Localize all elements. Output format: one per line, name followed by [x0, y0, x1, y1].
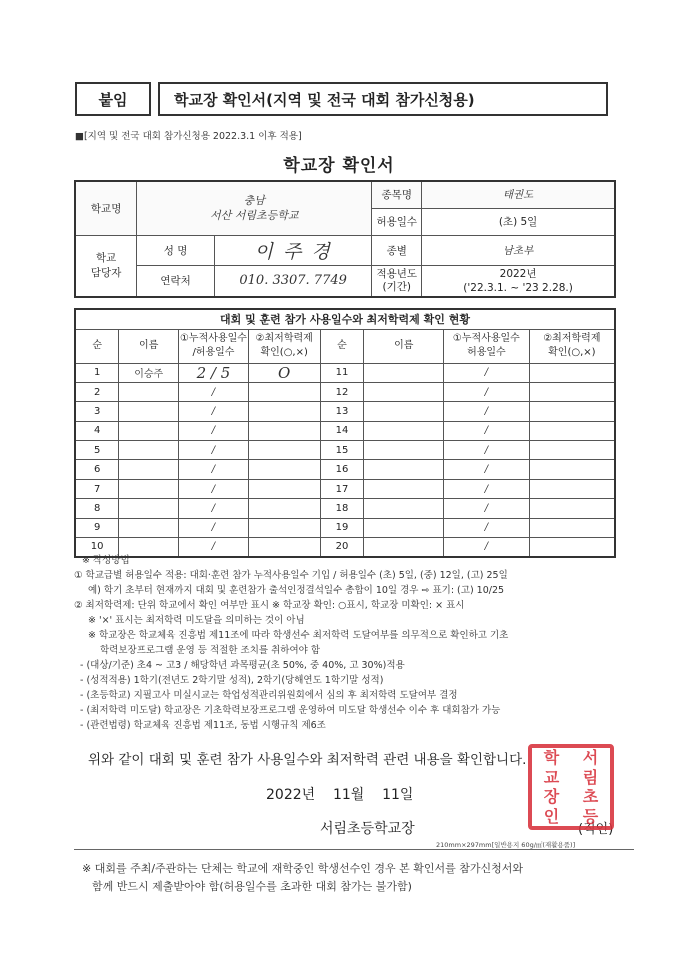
status-table	[74, 308, 616, 558]
note-9: - (관련법령) 학교체육 진흥법 제11조, 동법 시행규칙 제6조	[80, 720, 326, 731]
applies-note: ■[지역 및 전국 대회 참가신청용 2022.3.1 이후 적용]	[75, 131, 302, 142]
table-row	[75, 518, 615, 537]
school-region: 충남	[243, 194, 265, 208]
row-cell-left-name	[119, 460, 179, 479]
table-row	[75, 441, 615, 460]
year-value: 2022년	[499, 267, 537, 280]
row-cell-right-no: 20	[320, 538, 364, 557]
col-days-right	[444, 329, 530, 363]
row-cell-right-name	[364, 402, 444, 421]
row-cell-left-days: /	[179, 538, 249, 557]
row-cell-right-days: /	[444, 402, 530, 421]
note-1b: 예) 학기 초부터 현재까지 대회 및 훈련참가 출석인정결석일수 총합이 10일 경우 ⇨ 표기: (고) 10/25	[88, 585, 505, 596]
row-cell-right-days: /	[444, 382, 530, 401]
row-cell-right-no: 12	[320, 382, 364, 401]
row-cell-left-days: /	[179, 479, 249, 498]
banner-title: 학교장 확인서(지역 및 전국 대회 참가신청용)	[174, 90, 475, 109]
info-table	[74, 180, 616, 298]
paper-note: 210mm×297mm[일반용지 60g/㎡(재활용품)]	[436, 841, 576, 849]
seal-char: 장	[543, 787, 560, 806]
table-row	[75, 479, 615, 498]
staff-label-line1: 학교	[95, 251, 117, 264]
col-check-right-line1: ②최저학력제	[543, 333, 601, 344]
col-no: 순	[75, 329, 119, 363]
note-6: - (성적적용) 1학기(전년도 2학기말 성적), 2학기(당해연도 1학기말 성적)	[80, 675, 384, 686]
footer-note	[74, 860, 634, 896]
name-label: 성 명	[137, 235, 215, 265]
note-8: - (최저학력 미도달) 학교장은 기초학력보장프로그램 운영하여 미도달 학생선수 이수 후 대회참가 가능	[80, 705, 501, 716]
note-7: - (초등학교) 지필고사 미실시교는 학업성적관리위원회에서 심의 후 최저학력 도달여부 결정	[80, 690, 458, 701]
category-value: 남초부	[422, 235, 615, 265]
row-cell-left-check	[248, 479, 320, 498]
row-cell-left-no: 2	[75, 382, 119, 401]
confirm-date: 2022년 11월 11일	[266, 787, 414, 803]
footer-line1: ※ 대회를 주최/주관하는 단체는 학교에 재학중인 학생선수인 경우 본 확인서를 참가신청서와	[82, 862, 524, 875]
row-cell-left-check	[248, 499, 320, 518]
row-cell-left-days: /	[179, 460, 249, 479]
seal-char: 교	[543, 767, 560, 787]
confirm-statement: 위와 같이 대회 및 훈련 참가 사용일수와 최저학력 관련 내용을 확인합니다.	[88, 752, 527, 768]
note-1a: ① 학교급별 허용일수 적용: 대회·훈련 참가 누적사용일수 기입 / 허용일수 (초) 5일, (중) 12일, (고) 25일	[74, 570, 508, 581]
notes-section	[74, 553, 634, 733]
table-row	[75, 460, 615, 479]
row-cell-right-check	[529, 479, 615, 498]
seal-char: 인	[543, 806, 560, 826]
col-check-line1: ②최저학력제	[255, 333, 313, 344]
col-days	[179, 329, 249, 363]
row-cell-right-check	[529, 402, 615, 421]
attachment-tag-box	[75, 82, 151, 116]
row-cell-right-no: 17	[320, 479, 364, 498]
school-cell	[137, 181, 372, 235]
school-seal	[528, 744, 614, 830]
row-cell-left-days: /	[179, 421, 249, 440]
row-cell-left-name	[119, 479, 179, 498]
row-cell-right-days: /	[444, 363, 530, 382]
row-cell-left-no: 5	[75, 441, 119, 460]
row-cell-right-days: /	[444, 518, 530, 537]
row-cell-left-days: /	[179, 499, 249, 518]
table-row	[75, 402, 615, 421]
year-label	[372, 265, 422, 297]
sign-suffix: (직인)	[578, 822, 614, 837]
row-cell-right-name	[364, 382, 444, 401]
table-row	[75, 421, 615, 440]
row-cell-left-check	[248, 421, 320, 440]
row-cell-left-check	[248, 460, 320, 479]
row-cell-right-name	[364, 518, 444, 537]
row-cell-left-no: 6	[75, 460, 119, 479]
row-cell-left-name	[119, 402, 179, 421]
row-cell-right-name	[364, 499, 444, 518]
row-cell-right-days: /	[444, 499, 530, 518]
table-row	[75, 499, 615, 518]
seal-grid	[532, 748, 610, 826]
table-row	[75, 382, 615, 401]
col-check-right	[529, 329, 615, 363]
period-value: ('22.3.1. ~ '23 2.28.)	[463, 281, 573, 294]
row-cell-right-no: 16	[320, 460, 364, 479]
row-cell-right-days: /	[444, 479, 530, 498]
row-cell-right-name	[364, 460, 444, 479]
col-check-right-line2: 확인(○,×)	[548, 347, 596, 358]
table-row	[75, 363, 615, 382]
row-cell-right-days: /	[444, 460, 530, 479]
year-cell	[422, 265, 615, 297]
attachment-tag: 붙임	[98, 90, 128, 109]
row-cell-right-name	[364, 363, 444, 382]
row-cell-right-check	[529, 363, 615, 382]
row-cell-left-name: 이승주	[119, 363, 179, 382]
allowed-value: (초) 5일	[422, 208, 615, 235]
row-cell-left-no: 9	[75, 518, 119, 537]
row-cell-left-name	[119, 382, 179, 401]
row-cell-right-days: /	[444, 421, 530, 440]
row-cell-left-no: 10	[75, 538, 119, 557]
rule-line	[74, 849, 634, 850]
year-label-line2: (기간)	[382, 280, 411, 293]
row-cell-left-no: 4	[75, 421, 119, 440]
row-cell-right-check	[529, 499, 615, 518]
row-cell-left-name	[119, 421, 179, 440]
row-cell-right-name	[364, 441, 444, 460]
row-cell-left-name	[119, 441, 179, 460]
col-days-line1: ①누적사용일수	[179, 333, 247, 344]
col-days-right-line2: 허용일수	[467, 347, 506, 358]
seal-char: 초	[582, 787, 599, 806]
row-cell-right-no: 15	[320, 441, 364, 460]
row-cell-left-no: 8	[75, 499, 119, 518]
row-cell-left-days: 2 / 5	[179, 363, 249, 382]
staff-label-line2: 담당자	[90, 266, 122, 279]
note-4b: 학력보장프로그램 운영 등 적절한 조치를 취하여야 함	[100, 645, 321, 656]
row-cell-left-days: /	[179, 518, 249, 537]
col-days-line2: /허용일수	[192, 347, 235, 358]
row-cell-left-check: O	[248, 363, 320, 382]
row-cell-right-check	[529, 518, 615, 537]
seal-char: 서	[582, 748, 599, 767]
row-cell-left-check	[248, 518, 320, 537]
col-name-right: 이름	[364, 329, 444, 363]
row-cell-right-check	[529, 421, 615, 440]
note-2: ② 최저학력제: 단위 학교에서 확인 여부만 표시 ※ 학교장 확인: ○표시, 학교장 미확인: × 표시	[74, 600, 465, 611]
col-days-right-line1: ①누적사용일수	[452, 333, 520, 344]
allowed-label: 허용일수	[372, 208, 422, 235]
row-cell-left-check	[248, 382, 320, 401]
banner-title-box	[158, 82, 608, 116]
contact-label: 연락처	[137, 265, 215, 297]
row-cell-left-no: 1	[75, 363, 119, 382]
notes-heading: ※ 작성방법	[82, 555, 130, 566]
row-cell-right-no: 13	[320, 402, 364, 421]
row-cell-right-name	[364, 479, 444, 498]
signer: 서림초등학교장	[320, 821, 415, 837]
col-check	[248, 329, 320, 363]
row-cell-right-check	[529, 441, 615, 460]
row-cell-right-no: 18	[320, 499, 364, 518]
sport-label: 종목명	[372, 181, 422, 208]
row-cell-left-days: /	[179, 402, 249, 421]
row-cell-left-name	[119, 518, 179, 537]
row-cell-right-name	[364, 421, 444, 440]
row-cell-right-days: /	[444, 538, 530, 557]
row-cell-right-check	[529, 460, 615, 479]
category-label: 종별	[372, 235, 422, 265]
seal-char: 림	[582, 767, 599, 787]
row-cell-left-check	[248, 441, 320, 460]
row-cell-right-no: 14	[320, 421, 364, 440]
seal-char: 학	[543, 748, 560, 767]
status-title: 대회 및 훈련 참가 사용일수와 최저학력제 확인 현황	[75, 309, 615, 329]
note-3: ※ '×' 표시는 최저학력 미도달을 의미하는 것이 아님	[88, 615, 305, 626]
staff-label	[75, 235, 137, 297]
row-cell-left-no: 7	[75, 479, 119, 498]
doc-title: 학교장 확인서	[283, 156, 395, 176]
note-5: - (대상/기준) 초4 ~ 고3 / 해당학년 과목평균(초 50%, 중 40%, 고 30%)적용	[80, 660, 405, 671]
row-cell-left-name	[119, 499, 179, 518]
col-no-right: 순	[320, 329, 364, 363]
contact-value: 010. 3307. 7749	[214, 265, 371, 297]
row-cell-right-days: /	[444, 441, 530, 460]
note-4a: ※ 학교장은 학교체육 진흥법 제11조에 따라 학생선수 최저학력 도달여부를 의무적으로 확인하고 기초	[88, 630, 509, 641]
year-label-line1: 적용년도	[376, 267, 418, 280]
row-cell-left-days: /	[179, 382, 249, 401]
row-cell-right-no: 19	[320, 518, 364, 537]
footer-line2: 함께 반드시 제출받아야 함(허용일수를 초과한 대회 참가는 불가함)	[92, 880, 412, 893]
row-cell-right-no: 11	[320, 363, 364, 382]
school-label: 학교명	[75, 181, 137, 235]
school-name: 서산 서림초등학교	[210, 209, 299, 223]
row-cell-left-days: /	[179, 441, 249, 460]
col-name: 이름	[119, 329, 179, 363]
seal-char: 등	[582, 806, 599, 826]
name-value: 이 주 경	[214, 235, 371, 265]
sport-value: 태권도	[422, 181, 615, 208]
row-cell-right-check	[529, 382, 615, 401]
col-check-line2: 확인(○,×)	[260, 347, 308, 358]
row-cell-left-no: 3	[75, 402, 119, 421]
row-cell-left-check	[248, 402, 320, 421]
